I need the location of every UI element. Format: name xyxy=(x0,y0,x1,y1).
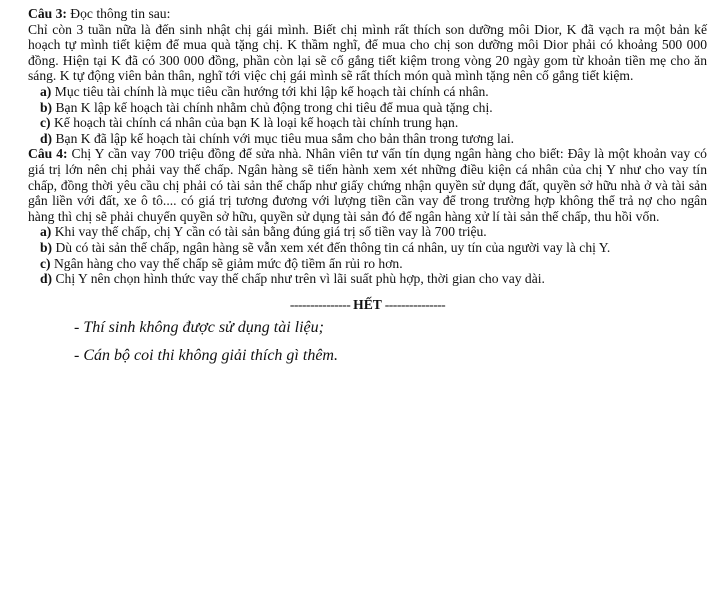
question-4-option-d xyxy=(28,271,707,287)
question-3-heading xyxy=(28,6,707,22)
question-4-body: Chị Y cần vay 700 triệu đồng để sửa nhà. Nhân viên tư vấn tín dụng ngân hàng cho biết: Đây là một khoản vay có giá trị lớn nên chị phải vay thế chấp. Ngân hàng sẽ tiến hành xem xét những điều kiện cá nhân của chị Y như cho vay tín chấp, đồng thời yêu cầu chị phải có tài sản thế chấp như giấy chứng nhận quyền sử dụng đất, quyền sở hữu nhà ở và tài sản gắn liền với đất, xe ô tô.... có giá trị tương đương với lượng tiền cần vay để trong trường hợp không thể trả nợ cho ngân hàng thì chị sẽ phải chuyển quyền sở hữu, quyền sử dụng tài sản đó để ngân hàng xử lí tài sản thế chấp, thu hồi vốn. xyxy=(28,146,707,224)
option-text: Ngân hàng cho vay thế chấp sẽ giảm mức độ tiềm ẩn rủi ro hơn. xyxy=(50,255,403,271)
option-text: Chị Y nên chọn hình thức vay thế chấp như trên vì lãi suất phù hợp, thời gian cho vay dài. xyxy=(52,271,545,287)
question-3-option-b xyxy=(28,100,707,116)
question-3-option-d xyxy=(28,131,707,147)
option-text: Bạn K lập kế hoạch tài chính nhằm chủ động trong chi tiêu để mua quà tặng chị. xyxy=(52,99,493,115)
option-letter: d) xyxy=(40,130,53,146)
question-3-lead: Đọc thông tin sau: xyxy=(66,6,171,21)
option-letter: d) xyxy=(40,271,53,287)
question-3-option-c xyxy=(28,115,707,131)
note-no-explanation: - Cán bộ coi thi không giải thích gì thêm. xyxy=(74,347,338,365)
option-letter: a) xyxy=(40,224,52,240)
end-dashes-right: --------------- xyxy=(381,296,446,312)
option-text: Khi vay thế chấp, chị Y cần có tài sản bằng đúng giá trị số tiền vay là 700 triệu. xyxy=(51,224,487,240)
option-text: Bạn K đã lập kế hoạch tài chính với mục tiêu mua sắm cho bản thân trong tương lai. xyxy=(52,130,515,146)
end-dashes-left: --------------- xyxy=(289,296,354,312)
question-4-title: Câu 4: xyxy=(28,146,68,162)
question-3-option-a xyxy=(28,84,707,100)
option-letter: c) xyxy=(40,115,51,131)
option-letter: b) xyxy=(40,99,53,115)
question-4-option-a xyxy=(28,224,707,240)
option-letter: a) xyxy=(40,83,52,99)
option-letter: b) xyxy=(40,239,53,255)
question-3-body: Chỉ còn 3 tuần nữa là đến sinh nhật chị gái mình. Biết chị mình rất thích son dưỡng môi Dior, K đã vạch ra một bản kế hoạch tự mình tiết kiệm để mua quà tặng chị. K thầm nghĩ, để mua cho chị son dưỡng môi Dior phải có khoảng 500 000 đồng. Hiện tại K đã có 300 000 đồng, phần còn lại sẽ cố gắng tiết kiệm trong vòng 20 ngày gom từ khoản tiền mẹ cho ăn sáng. K tự động viên bản thân, nghĩ tới việc chị gái mình sẽ rất thích món quà mình tặng nên cố gắng tiết kiệm. xyxy=(28,21,707,84)
note-no-materials: - Thí sinh không được sử dụng tài liệu; xyxy=(74,319,324,337)
option-text: Dù có tài sản thế chấp, ngân hàng sẽ vẫn xem xét đến thông tin cá nhân, uy tín của người vay là chị Y. xyxy=(52,239,611,255)
option-text: Mục tiêu tài chính là mục tiêu cần hướng tới khi lập kế hoạch tài chính cá nhân. xyxy=(51,83,489,99)
option-letter: c) xyxy=(40,255,51,271)
question-4-option-c xyxy=(28,256,707,272)
end-label: HẾT xyxy=(353,296,382,312)
question-4-option-b xyxy=(28,240,707,256)
end-marker xyxy=(28,297,707,313)
option-text: Kế hoạch tài chính cá nhân của bạn K là loại kế hoạch tài chính trung hạn. xyxy=(50,115,459,131)
question-4-paragraph xyxy=(28,146,707,224)
question-3-title: Câu 3: xyxy=(28,6,67,21)
